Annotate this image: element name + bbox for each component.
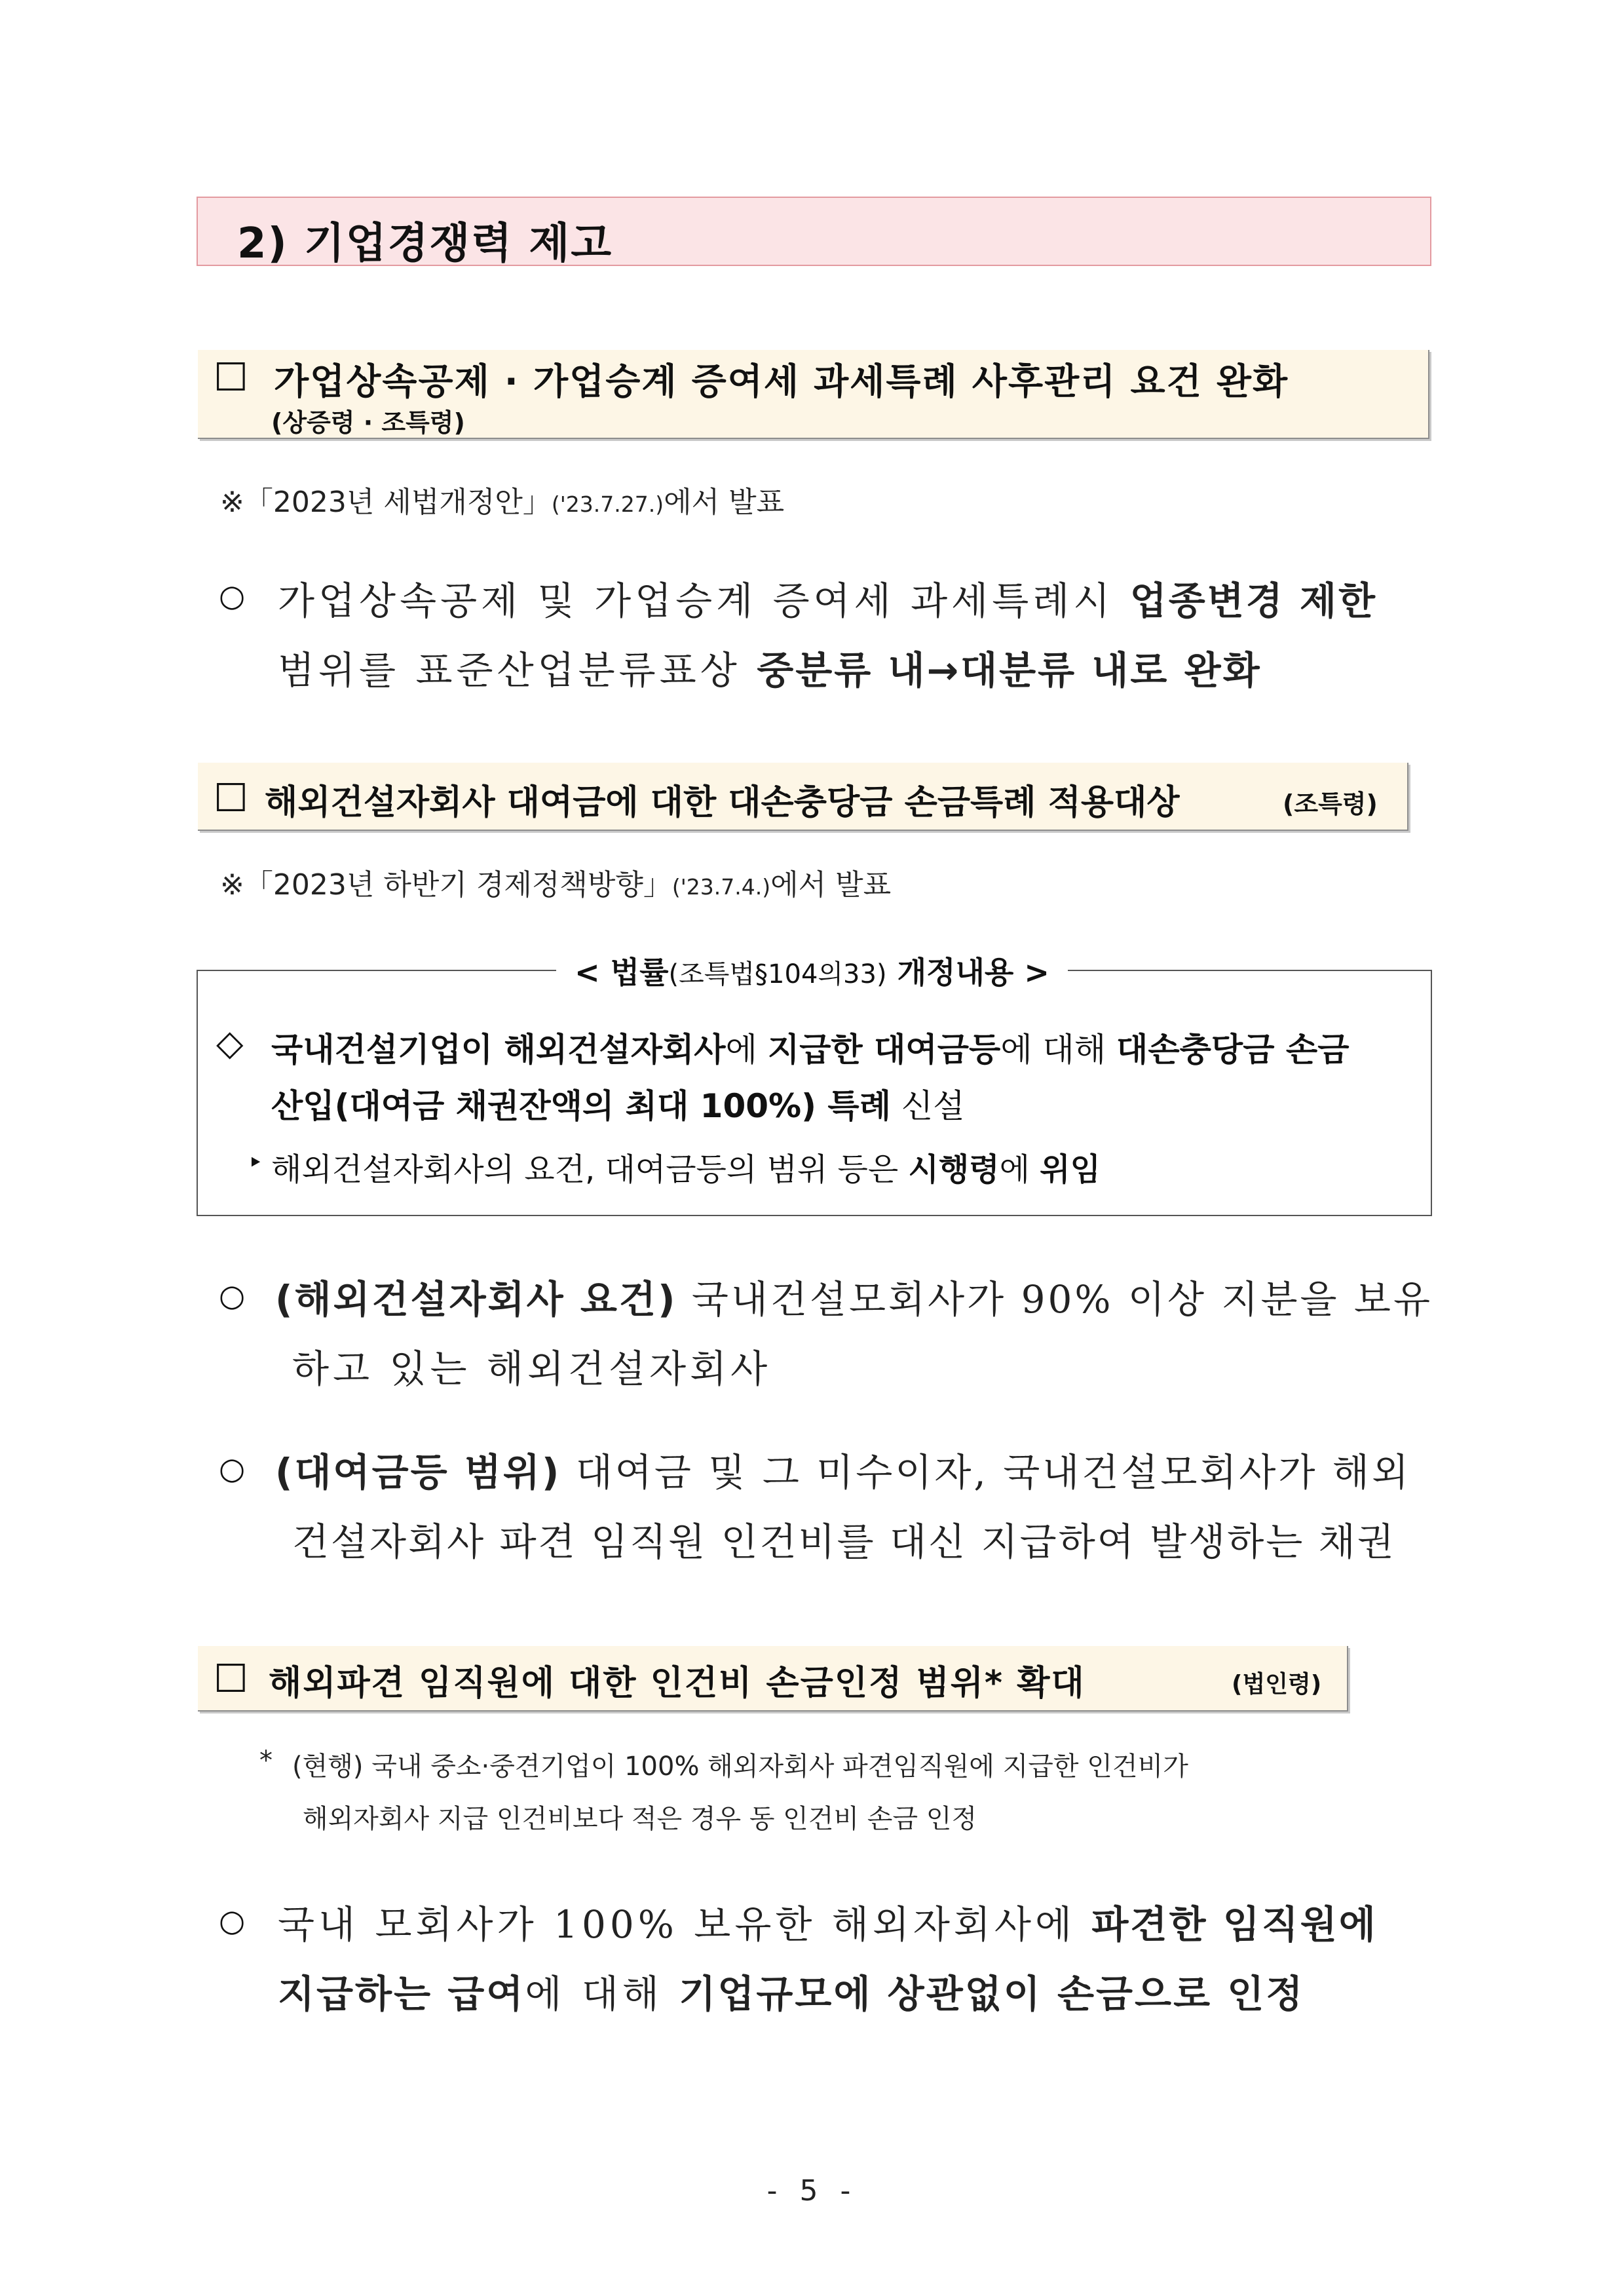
item3-bullet: ○ [219,1903,246,1938]
item1-bullet: ○ [219,578,246,613]
item2-p1-line1: (해외건설자회사 요건) 국내건설모회사가 90% 이상 지분을 보유 [275,1277,1433,1322]
law-box-line3: 해외건설자회사의 요건, 대여금등의 범위 등은 시행령에 위임 [271,1151,1101,1188]
item3-body-line1: 국내 모회사가 100% 보유한 해외자회사에 파견한 임직원에 [278,1902,1378,1947]
item1-law-ref: (상증령 · 조특령) [271,408,465,437]
item3-law-ref: (법인령) [1232,1671,1322,1698]
item1-checkbox: □ [214,353,248,395]
item1-note: ※「2023년 세법개정안」('23.7.27.)에서 발표 [220,486,785,519]
page-number: - 5 - [766,2174,858,2208]
law-box-title: < 법률(조특법§104의33) 개정내용 > [0,949,1624,992]
item2-checkbox: □ [214,773,248,816]
item3-body-line2: 지급하는 급여에 대해 기업규모에 상관없이 손금으로 인정 [278,1972,1305,2016]
item2-title: 해외건설자회사 대여금에 대한 대손충당금 손금특례 적용대상 [265,783,1180,822]
law-box-line2: 산입(대여금 채권잔액의 최대 100%) 특례 신설 [271,1087,965,1125]
section-title: 2) 기업경쟁력 제고 [237,220,613,268]
item2-p2-line2: 건설자회사 파견 임직원 인건비를 대신 지급하여 발생하는 채권 [292,1520,1396,1564]
item2-law-ref: (조특령) [1283,790,1378,818]
item2-p1-line2: 하고 있는 해외건설자회사 [292,1347,772,1391]
item2-note: ※「2023년 하반기 경제정책방향」('23.7.4.)에서 발표 [220,868,892,902]
law-box-arrow: ‣ [248,1148,263,1178]
law-box-diamond: ◇ [216,1022,244,1063]
section-title-box [197,197,1431,266]
item3-note-star: * [259,1746,273,1776]
item3-note-line2: 해외자회사 지급 인건비보다 적은 경우 동 인건비 손금 인정 [303,1804,977,1834]
item3-title: 해외파견 임직원에 대한 인건비 손금인정 범위* 확대 [269,1664,1086,1703]
item2-p2-line1: (대여금등 범위) 대여금 및 그 미수이자, 국내건설모회사가 해외 [275,1450,1411,1495]
item2-p2-bullet: ○ [219,1451,246,1486]
law-box-line1: 국내건설기업이 해외건설자회사에 지급한 대여금등에 대해 대손충당금 손금 [271,1031,1350,1069]
item1-body-line2: 범위를 표준산업분류표상 중분류 내→대분류 내로 완화 [278,648,1262,693]
item2-p1-bullet: ○ [219,1278,246,1313]
item3-checkbox: □ [214,1654,248,1696]
item3-note-line1: (현행) 국내 중소·중견기업이 100% 해외자회사 파견임직원에 지급한 인건비가 [292,1751,1188,1782]
item1-body-line1: 가업상속공제 및 가업승계 증여세 과세특례시 업종변경 제한 [278,579,1378,623]
item1-title: 가업상속공제 · 가업승계 증여세 과세특례 사후관리 요건 완화 [274,360,1289,402]
